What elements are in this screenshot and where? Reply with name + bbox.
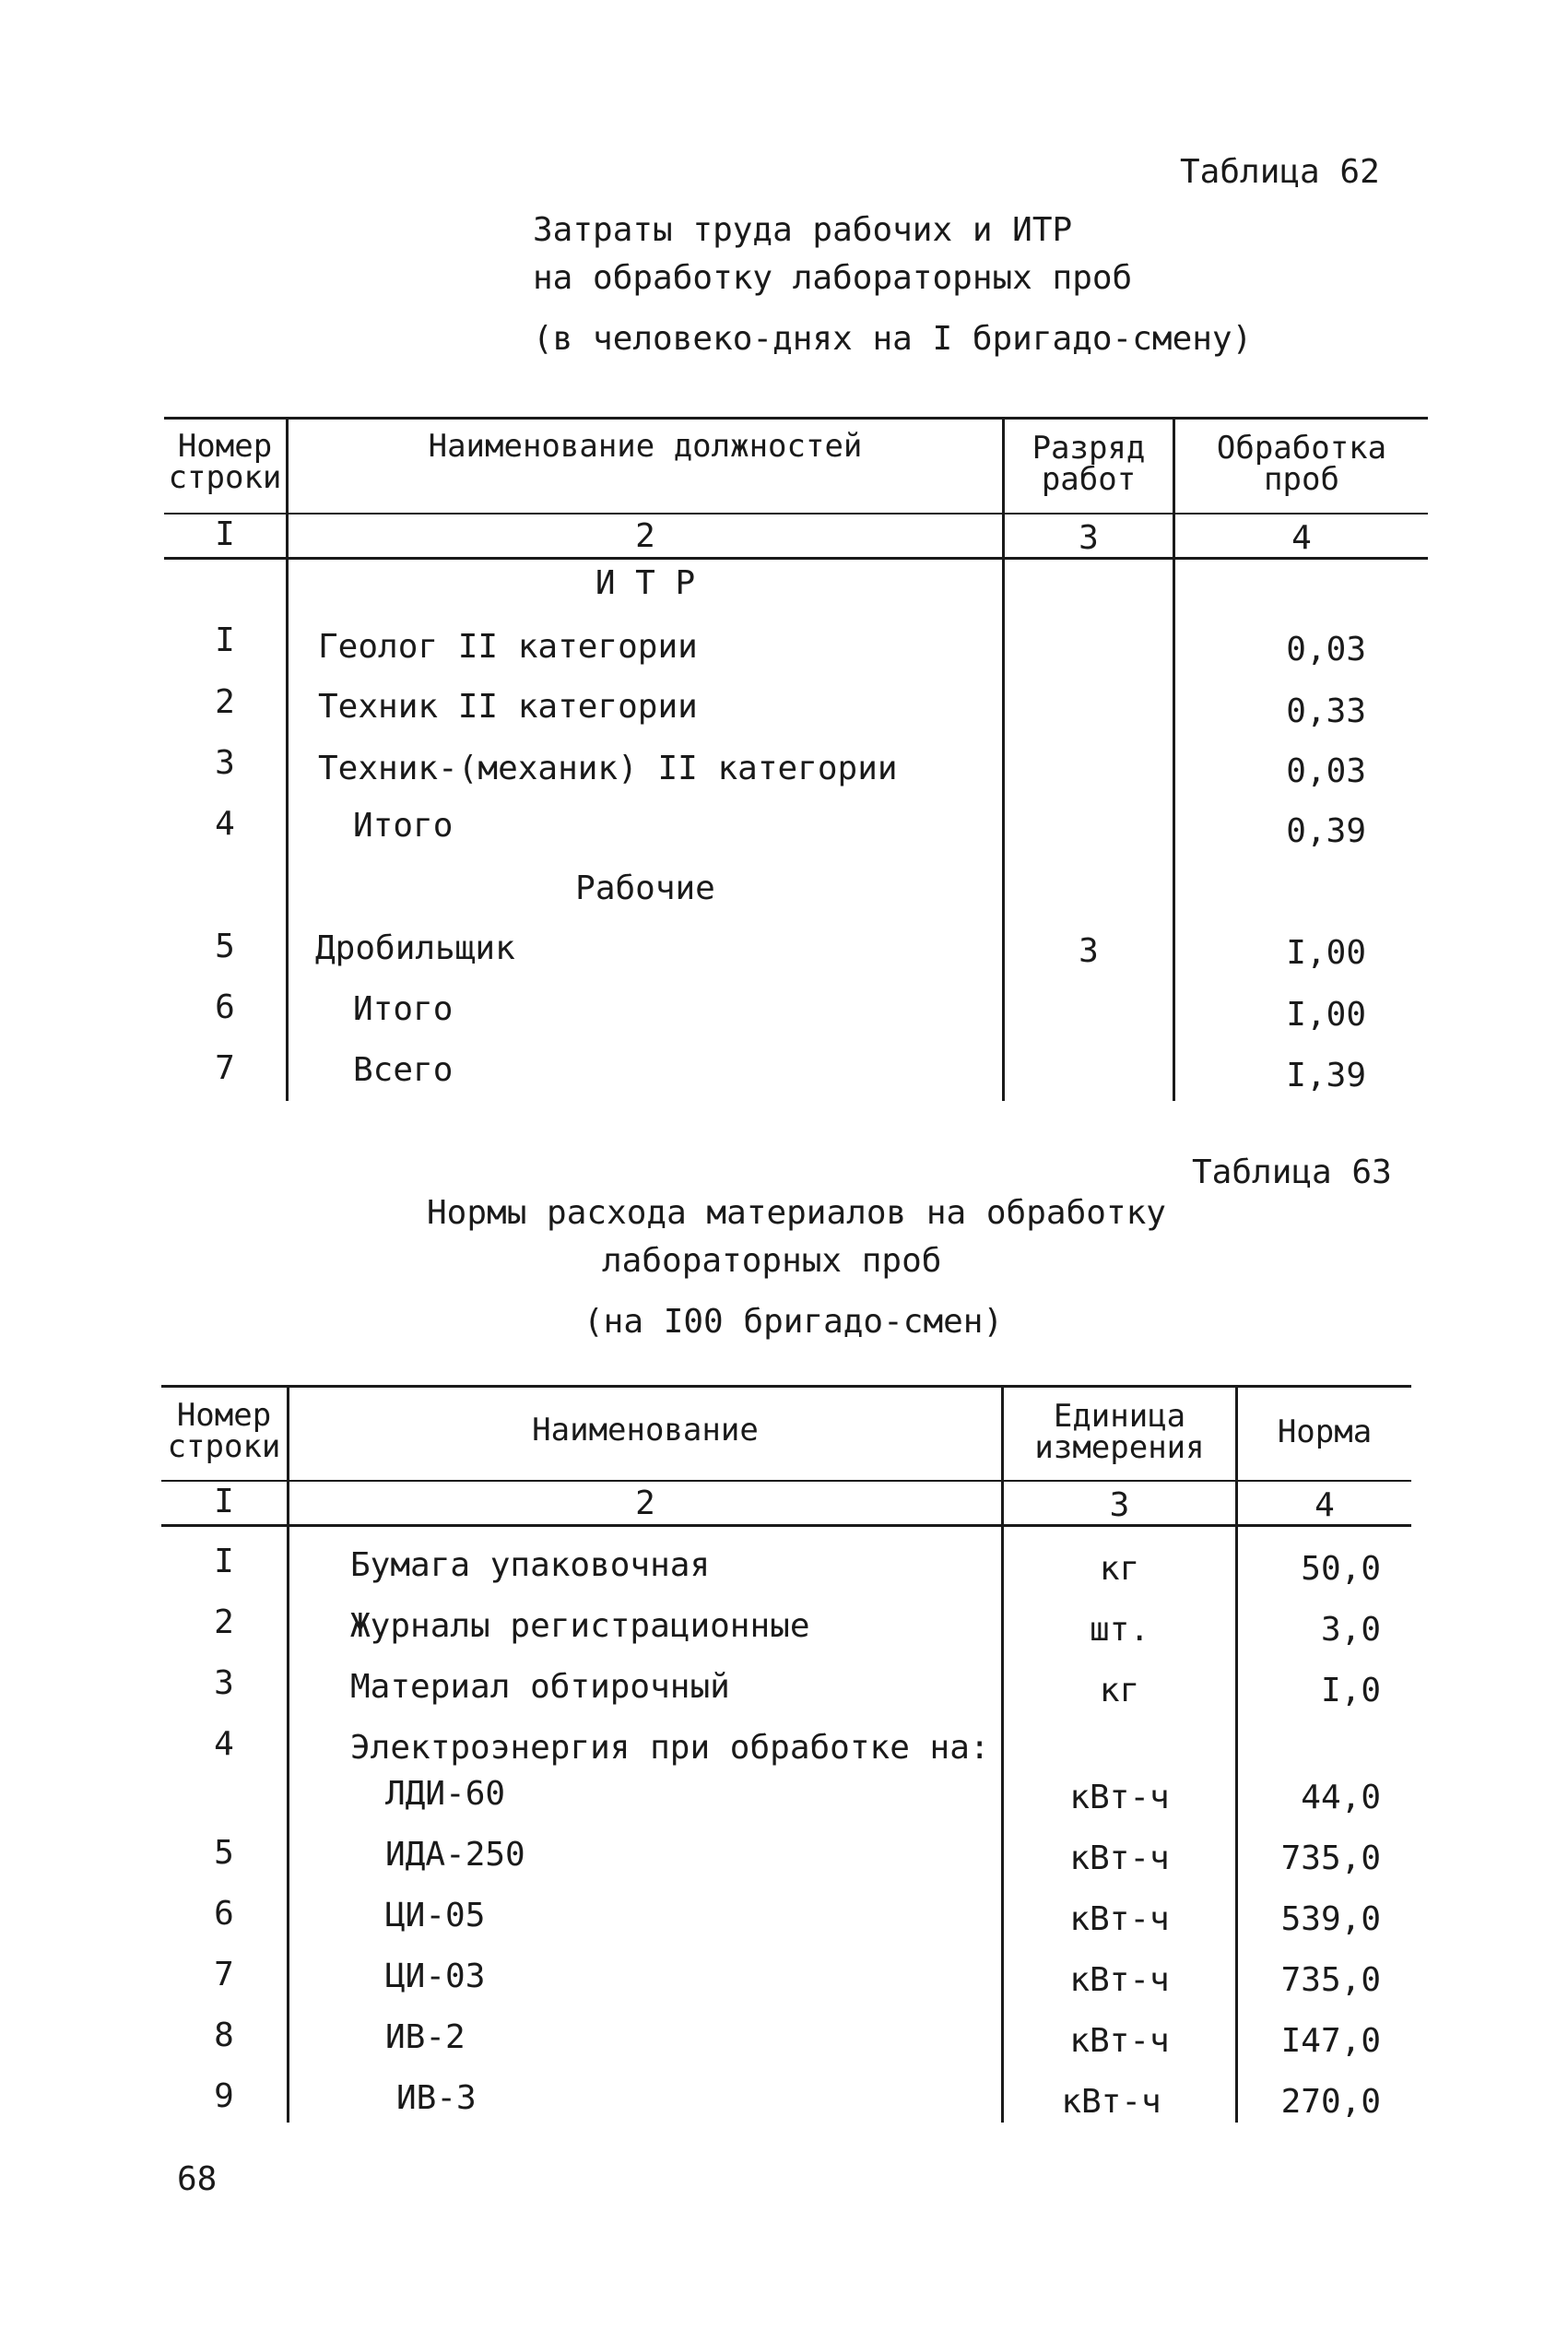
table63-row-norm: 3,0 bbox=[1320, 1611, 1381, 1649]
table63-colnum-3: 3 bbox=[1109, 1486, 1130, 1524]
table62-row-name: Дробильщик bbox=[315, 929, 515, 967]
table63-row-norm: I47,0 bbox=[1280, 2022, 1381, 2060]
table63-colnum-4: 4 bbox=[1315, 1486, 1335, 1524]
table63-row-subname: ЛДИ-60 bbox=[385, 1775, 506, 1813]
table62-row-number: 3 bbox=[215, 744, 235, 782]
table63-row-norm: I,0 bbox=[1320, 1672, 1381, 1709]
table63-row-unit: кг bbox=[1099, 1672, 1140, 1709]
table63-row-name: Материал обтирочный bbox=[350, 1668, 730, 1706]
table63-colnum-2: 2 bbox=[635, 1484, 655, 1522]
table63-row-number: I bbox=[214, 1543, 234, 1580]
table63-row-unit: шт. bbox=[1089, 1611, 1150, 1649]
table63-header-rule bbox=[161, 1480, 1411, 1482]
table62-row-name: Техник II категории bbox=[318, 688, 698, 726]
table62-colnum-3: 3 bbox=[1079, 519, 1099, 557]
table62-row-number: 5 bbox=[215, 928, 235, 965]
table63-row-norm: 735,0 bbox=[1280, 1961, 1381, 1999]
table63-header-col4: Норма bbox=[1277, 1413, 1373, 1450]
table63-row-unit: кВт-ч bbox=[1069, 1839, 1170, 1877]
table62-header-col1: Номер строки bbox=[168, 428, 282, 496]
table62-header-col3: Разряд работ bbox=[1032, 430, 1146, 498]
table62-top-rule bbox=[164, 417, 1428, 420]
table63-row-number: 4 bbox=[214, 1725, 234, 1763]
table63-row-name: ИВ-3 bbox=[396, 2079, 477, 2117]
table62-header-col4: Обработка проб bbox=[1216, 430, 1387, 498]
table63-row-name: Бумага упаковочная bbox=[350, 1546, 711, 1584]
table62-row-grade: 3 bbox=[1079, 932, 1099, 970]
table63-row-number: 7 bbox=[214, 1956, 234, 1993]
table62-row-name: Техник-(механик) II категории bbox=[318, 750, 898, 787]
table63-row-unit: кВт-ч bbox=[1069, 1779, 1170, 1816]
table63-header-col1: Номер строки bbox=[167, 1397, 281, 1465]
table62-row-number: 7 bbox=[215, 1049, 235, 1087]
table63-label: Таблица 63 bbox=[1192, 1153, 1392, 1191]
table63-row-name: ЦИ-03 bbox=[385, 1957, 486, 1995]
table62-row-value: I,00 bbox=[1286, 934, 1366, 972]
table63-row-name: ЦИ-05 bbox=[385, 1897, 486, 1934]
table63-row-number: 5 bbox=[214, 1834, 234, 1872]
table63-row-norm: 44,0 bbox=[1301, 1779, 1381, 1816]
table63-row-number: 9 bbox=[214, 2077, 234, 2115]
table62-section-itr: И Т Р bbox=[595, 564, 696, 602]
table63-subtitle: (на I00 бригадо-смен) bbox=[584, 1303, 1004, 1341]
table62-colnum-1: I bbox=[215, 515, 235, 553]
table62-row-name: Всего bbox=[353, 1051, 454, 1089]
table63-row-unit: кВт-ч bbox=[1061, 2083, 1161, 2121]
table62-row-number: I bbox=[215, 621, 235, 659]
table63-row-norm: 539,0 bbox=[1280, 1900, 1381, 1938]
table63-row-number: 3 bbox=[214, 1664, 234, 1702]
table62-colnum-2: 2 bbox=[635, 517, 655, 555]
table63-row-number: 2 bbox=[214, 1603, 234, 1641]
table62-title-line1: Затраты труда рабочих и ИТР bbox=[533, 211, 1073, 249]
table63-row-norm: 50,0 bbox=[1301, 1550, 1381, 1588]
table63-row-unit: кг bbox=[1099, 1550, 1140, 1588]
table63-row-norm: 270,0 bbox=[1280, 2083, 1381, 2121]
table63-top-rule bbox=[161, 1385, 1411, 1388]
table63-row-unit: кВт-ч bbox=[1069, 2022, 1170, 2060]
table62-header-col2: Наименование должностей bbox=[428, 428, 863, 465]
table63-row-unit: кВт-ч bbox=[1069, 1900, 1170, 1938]
table63-row-number: 6 bbox=[214, 1895, 234, 1933]
table63-row-name: ИДА-250 bbox=[385, 1836, 525, 1874]
table63-header-col3: Единица измерения bbox=[1034, 1398, 1205, 1466]
page-number: 68 bbox=[177, 2160, 218, 2198]
table62-row-name: Геолог II категории bbox=[318, 628, 698, 666]
table63-row-number: 8 bbox=[214, 2017, 234, 2054]
table63-row-name: ИВ-2 bbox=[385, 2018, 466, 2056]
table63-row-name: Электроэнергия при обработке на: bbox=[350, 1729, 990, 1767]
table62-title-line2: на обработку лабораторных проб bbox=[533, 259, 1133, 297]
table62-row-number: 2 bbox=[215, 683, 235, 721]
table62-colnum-4: 4 bbox=[1291, 519, 1312, 557]
table62-row-value: 0,33 bbox=[1286, 692, 1366, 730]
table63-row-unit: кВт-ч bbox=[1069, 1961, 1170, 1999]
table62-row-name: Итого bbox=[353, 990, 454, 1028]
table63-row-norm: 735,0 bbox=[1280, 1839, 1381, 1877]
table62-subtitle: (в человеко-днях на I бригадо-смену) bbox=[533, 320, 1253, 358]
table63-row-name: Журналы регистрационные bbox=[350, 1607, 810, 1645]
table62-row-number: 6 bbox=[215, 988, 235, 1026]
table63-title-line2: лабораторных проб bbox=[602, 1242, 942, 1280]
table62-row-value: 0,03 bbox=[1286, 752, 1366, 790]
table62-header-rule bbox=[164, 513, 1428, 514]
table62-row-number: 4 bbox=[215, 805, 235, 843]
table62-section-workers: Рабочие bbox=[575, 869, 715, 907]
table63-title-line1: Нормы расхода материалов на обработку bbox=[427, 1194, 1166, 1232]
table62-row-value: I,39 bbox=[1286, 1057, 1366, 1094]
table62-label: Таблица 62 bbox=[1180, 153, 1380, 191]
table63-header-col2: Наименование bbox=[532, 1412, 759, 1449]
table62-row-value: 0,03 bbox=[1286, 631, 1366, 668]
table62-row-name: Итого bbox=[353, 807, 454, 845]
table63-colnum-1: I bbox=[214, 1483, 234, 1520]
table62-row-value: 0,39 bbox=[1286, 812, 1366, 850]
table62-row-value: I,00 bbox=[1286, 996, 1366, 1034]
